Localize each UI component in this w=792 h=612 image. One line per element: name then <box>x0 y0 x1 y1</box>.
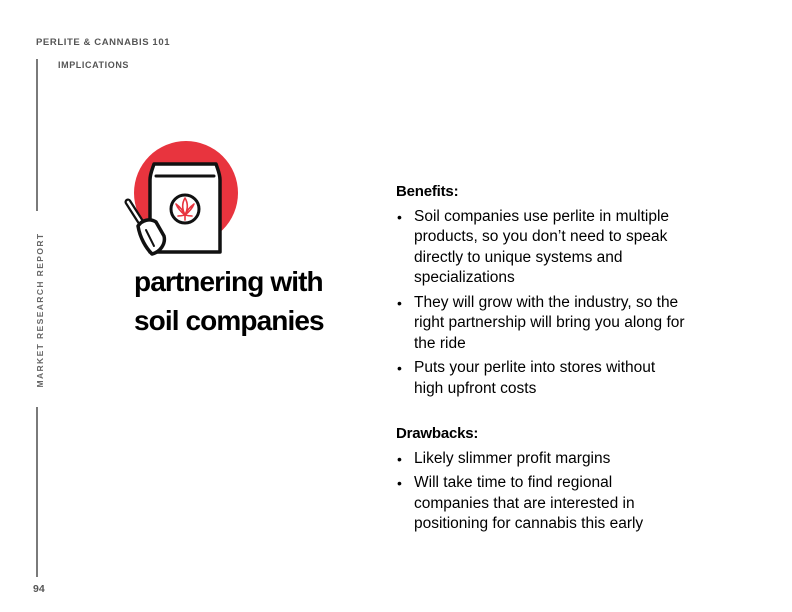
headline-line-2: soil companies <box>134 305 324 336</box>
bullet: • <box>397 208 402 225</box>
bullet: • <box>397 475 402 491</box>
page-headline <box>134 262 324 340</box>
sidebar-rule-top <box>36 59 38 211</box>
list-item <box>396 207 686 289</box>
pros-cons-content <box>396 182 686 539</box>
bullet: • <box>397 450 402 467</box>
benefits-heading: Benefits: <box>396 183 459 200</box>
list-item <box>396 473 686 535</box>
list-item-text: Soil companies use perlite in multiple products, so you don’t need to speak directly to unique systems and specializations <box>414 207 670 286</box>
drawbacks-heading: Drawbacks: <box>396 425 479 442</box>
soil-bag-icon <box>124 140 240 266</box>
benefits-list <box>396 207 686 400</box>
headline-line-1: partnering with <box>134 266 323 297</box>
section-title: IMPLICATIONS <box>58 60 130 70</box>
bullet: • <box>397 294 402 311</box>
document-title: PERLITE & CANNABIS 101 <box>36 37 171 48</box>
page-number: 94 <box>33 583 45 595</box>
sidebar-rule-bottom <box>36 407 38 577</box>
list-item-text: They will grow with the industry, so the right partnership will bring you along for the ride <box>414 293 685 352</box>
sidebar-label: MARKET RESEARCH REPORT <box>35 232 45 388</box>
list-item <box>396 449 686 470</box>
list-item-text: Likely slimmer profit margins <box>414 449 611 467</box>
drawbacks-list <box>396 449 686 535</box>
bullet: • <box>397 360 402 376</box>
list-item <box>396 293 686 355</box>
list-item-text: Will take time to find regional companies that are interested in positioning for cannabis this early <box>414 474 644 532</box>
list-item <box>396 358 686 399</box>
list-item-text: Puts your perlite into stores without high upfront costs <box>414 359 656 397</box>
